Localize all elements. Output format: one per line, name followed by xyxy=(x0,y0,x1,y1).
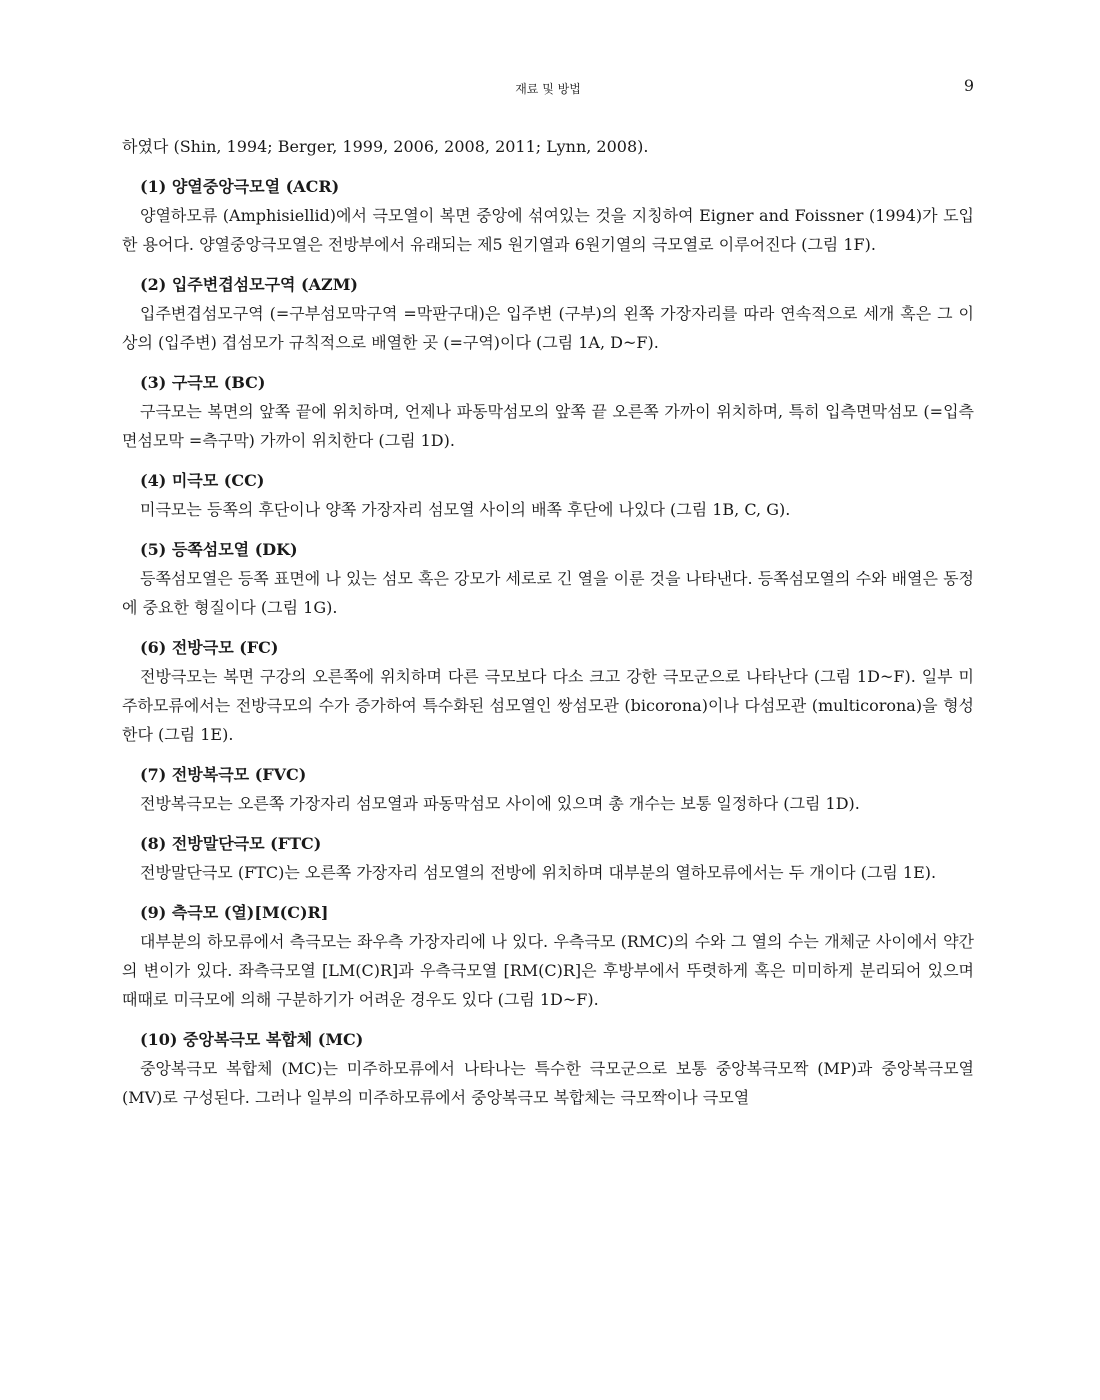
section-paragraph: 미극모는 등쪽의 후단이나 양쪽 가장자리 섬모열 사이의 배쪽 후단에 나있다 (그림 1B, C, G). xyxy=(140,500,791,519)
section-mcr xyxy=(122,899,974,1014)
section-paragraph: 등쪽섬모열은 등쪽 표면에 나 있는 섬모 혹은 강모가 세로로 긴 열을 이룬 것을 나타낸다. 등쪽섬모열의 수와 배열은 동정에 중요한 형질이다 (그림 1G). xyxy=(122,569,974,617)
section-paragraph: 전방말단극모 (FTC)는 오른쪽 가장자리 섬모열의 전방에 위치하며 대부분의 열하모류에서는 두 개이다 (그림 1E). xyxy=(140,863,937,882)
page-number: 9 xyxy=(963,76,974,95)
section-acr xyxy=(122,173,974,259)
section-bc xyxy=(122,369,974,455)
section-heading: (5) 등쪽섬모열 (DK) xyxy=(140,540,298,559)
section-dk xyxy=(122,536,974,622)
section-azm xyxy=(122,271,974,357)
section-heading: (6) 전방극모 (FC) xyxy=(140,638,279,657)
running-header-title: 재료 및 방법 xyxy=(515,82,581,96)
section-paragraph: 대부분의 하모류에서 측극모는 좌우측 가장자리에 나 있다. 우측극모 (RMC)의 수와 그 열의 수는 개체군 사이에서 약간의 변이가 있다. 좌측극모열 [LM(C)R]과 우측극모열 [RM(C)R]은 후방부에서 뚜렷하게 혹은 미미하게 분리되어 있으며 때때로 미극모에 의해 구분하기가 어려운 경우도 있다 (그림 1D~F). xyxy=(122,932,974,1009)
section-mc xyxy=(122,1026,974,1112)
intro-paragraph: 하였다 (Shin, 1994; Berger, 1999, 2006, 2008, 2011; Lynn, 2008). xyxy=(122,137,649,156)
section-cc xyxy=(122,467,974,524)
section-paragraph: 전방복극모는 오른쪽 가장자리 섬모열과 파동막섬모 사이에 있으며 총 개수는 보통 일정하다 (그림 1D). xyxy=(140,794,860,813)
section-paragraph: 양열하모류 (Amphisiellid)에서 극모열이 복면 중앙에 섞여있는 것을 지칭하여 Eigner and Foissner (1994)가 도입한 용어다. 양열중앙극모열은 전방부에서 유래되는 제5 원기열과 6원기열의 극모열로 이루어진다 (그림 1F). xyxy=(122,206,974,254)
section-heading: (1) 양열중앙극모열 (ACR) xyxy=(140,177,340,196)
section-heading: (3) 구극모 (BC) xyxy=(140,373,266,392)
section-heading: (7) 전방복극모 (FVC) xyxy=(140,765,307,784)
section-heading: (10) 중앙복극모 복합체 (MC) xyxy=(140,1030,364,1049)
section-paragraph: 구극모는 복면의 앞쪽 끝에 위치하며, 언제나 파동막섬모의 앞쪽 끝 오른쪽 가까이 위치하며, 특히 입측면막섬모 (=입측면섬모막 =측구막) 가까이 위치한다 (그림 1D). xyxy=(122,402,974,450)
section-heading: (8) 전방말단극모 (FTC) xyxy=(140,834,322,853)
body-text xyxy=(122,132,974,1124)
section-heading: (2) 입주변겹섬모구역 (AZM) xyxy=(140,275,359,294)
section-ftc xyxy=(122,830,974,887)
section-heading: (9) 측극모 (열)[M(C)R] xyxy=(140,903,329,922)
section-paragraph: 입주변겹섬모구역 (=구부섬모막구역 =막판구대)은 입주변 (구부)의 왼쪽 가장자리를 따라 연속적으로 세개 혹은 그 이상의 (입주변) 겹섬모가 규칙적으로 배열한 곳 (=구역)이다 (그림 1A, D~F). xyxy=(122,304,974,352)
section-paragraph: 중앙복극모 복합체 (MC)는 미주하모류에서 나타나는 특수한 극모군으로 보통 중앙복극모짝 (MP)과 중앙복극모열 (MV)로 구성된다. 그러나 일부의 미주하모류에서 중앙복극모 복합체는 극모짝이나 극모열 xyxy=(122,1059,974,1107)
section-heading: (4) 미극모 (CC) xyxy=(140,471,265,490)
section-paragraph: 전방극모는 복면 구강의 오른쪽에 위치하며 다른 극모보다 다소 크고 강한 극모군으로 나타난다 (그림 1D~F). 일부 미주하모류에서는 전방극모의 수가 증가하여 특수화된 섬모열인 쌍섬모관 (bicorona)이나 다섬모관 (multicorona)을 형성한다 (그림 1E). xyxy=(122,667,974,744)
section-fc xyxy=(122,634,974,749)
running-header xyxy=(122,76,974,100)
section-fvc xyxy=(122,761,974,818)
